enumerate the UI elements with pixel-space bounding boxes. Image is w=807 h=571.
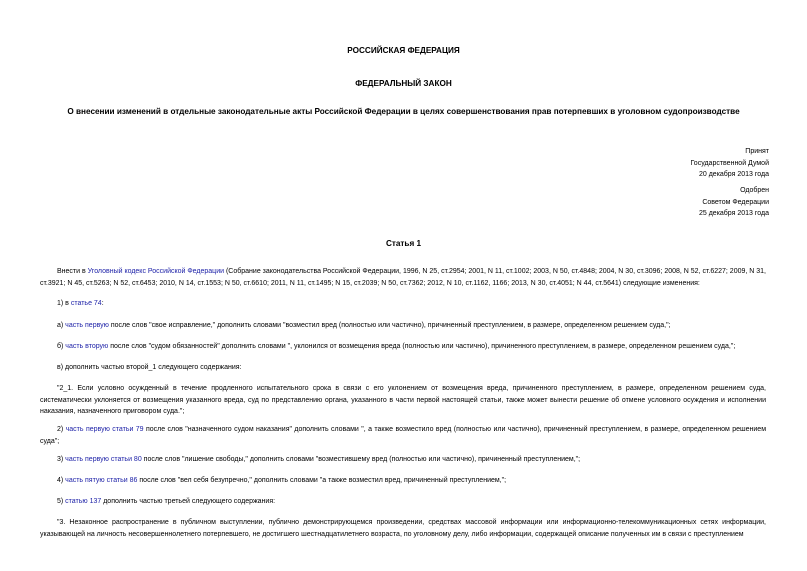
paragraph-item-2: 2) часть первую статьи 79 после слов "назначенного судом наказания" дополнить словами ", а также возместило вред (полностью или частично), причиненный преступлением, в размере, определенном решением суда";: [40, 426, 767, 445]
paragraph-item-1b: б) часть вторую после слов "судом обязанностей" дополнить словами ", уклонился от возмещения вреда (полностью или частично), причиненного преступлением, в размере, определенном решением суда,";: [57, 343, 736, 350]
link-part-one[interactable]: часть первую: [65, 322, 109, 329]
paragraph-intro: Внести в Уголовный кодекс Российской Федерации (Собрание законодательства Российской Федерации, 1996, N 25, ст.2954; 2001, N 11, ст.1002; 2003, N 50, ст.4848; 2004, N 30, ст.3096; 2008, N 52, ст.6227; 2009, N 31, ст.3921; N 45, ст.5263; N 52, ст.6453; 2010, N 14, ст.1553; N 50, ст.6610; 2011, N 11, ст.1495; N 15, ст.2039; N 50, ст.7362; 2012, N 10, ст.1162, 1166; 2013, N 30, ст.4051; N 44, ст.5641) следующие изменения:: [40, 268, 766, 287]
paragraph-item-1a: а) часть первую после слов "свое исправление," дополнить словами "возместил вред (полностью или частично), причиненный преступлением, в размере, определенном решением суда,";: [57, 322, 671, 329]
approval-line-2: Советом Федерации: [702, 198, 769, 206]
approval-line-3: 25 декабря 2013 года: [698, 210, 769, 217]
doc-type-heading: ФЕДЕРАЛЬНЫЙ ЗАКОН: [355, 79, 452, 88]
adoption-block: [690, 146, 769, 181]
approval-block: [699, 185, 769, 220]
link-article-79[interactable]: часть первую статьи 79: [65, 426, 144, 433]
article-heading: Статья 1: [385, 239, 422, 248]
link-article-137[interactable]: статью 137: [65, 498, 102, 505]
approval-line-1: Одобрен: [740, 187, 769, 194]
law-title: О внесении изменений в отдельные законодательные акты Российской Федерации в целях совершенствования прав потерпевших в уголовном судопроизводстве: [67, 107, 740, 116]
link-criminal-code[interactable]: Уголовный кодекс Российской Федерации: [87, 268, 225, 275]
link-part-two[interactable]: часть вторую: [65, 343, 109, 350]
paragraph-item-3: 3) часть первую статьи 80 после слов "лишение свободы," дополнить словами "возместившему вред (полностью или частично), причиненный преступлением,";: [57, 456, 581, 463]
paragraph-item-4: 4) часть пятую статьи 86 после слов "вел себя безупречно," дополнить словами "а также возместил вред, причиненный преступлением,";: [57, 477, 507, 484]
paragraph-item-1: 1) в статье 74:: [57, 300, 104, 307]
link-article-80[interactable]: часть первую статьи 80: [65, 456, 142, 463]
adoption-line-2: Государственной Думой: [690, 159, 769, 167]
link-article-86[interactable]: часть пятую статьи 86: [65, 477, 138, 484]
country-heading: РОССИЙСКАЯ ФЕДЕРАЦИЯ: [347, 46, 460, 55]
paragraph-item-1c: в) дополнить частью второй_1 следующего содержания:: [57, 364, 242, 371]
paragraph-quote-2-1: "2_1. Если условно осужденный в течение продленного испытательного срока в связи с его уклонением от возмещения вреда, причиненного преступлением, в размере, определенном решением суда, систематически уклоняется от возмещения указанного вреда, суд по представлению органа, указанного в части первой настоящей статьи, также может вынести решение об отмене условного осуждения и исполнении наказания, назначенного приговором суда.";: [40, 385, 766, 416]
paragraph-item-5: 5) статью 137 дополнить частью третьей следующего содержания:: [57, 498, 276, 505]
adoption-line-3: 20 декабря 2013 года: [698, 171, 769, 178]
link-article-74[interactable]: статье 74: [70, 300, 102, 307]
adoption-line-1: Принят: [745, 148, 769, 155]
paragraph-quote-3: "3. Незаконное распространение в публичном выступлении, публично демонстрирующемся произведении, средствах массовой информации или информационно-телекоммуникационных сетях информации, указывающей на личность несовершеннолетнего потерпевшего, не достигшего шестнадцатилетнего возраста, по уголовному делу, либо информации, содержащей описание полученных им в связи с преступлением: [40, 519, 766, 538]
